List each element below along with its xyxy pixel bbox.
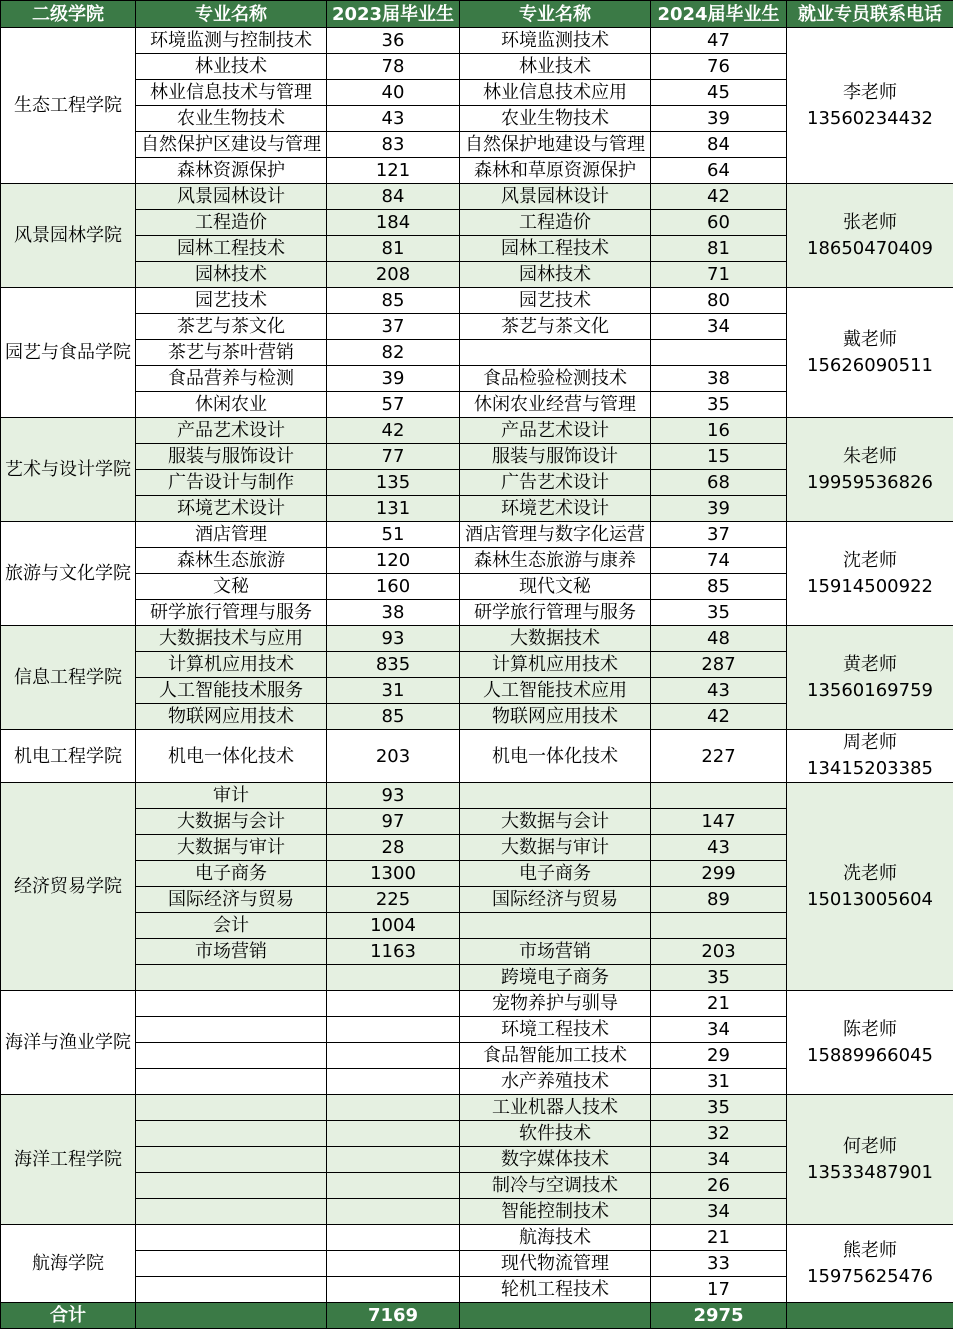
grads-2024-cell: 89 <box>651 887 787 913</box>
major-2023-cell <box>136 1225 327 1251</box>
grads-2023-cell: 28 <box>327 835 460 861</box>
grads-2024-cell: 15 <box>651 444 787 470</box>
table-row <box>1 28 953 54</box>
grads-2024-cell: 37 <box>651 522 787 548</box>
major-2024-cell: 机电一体化技术 <box>460 730 651 783</box>
major-2024-cell: 大数据与会计 <box>460 809 651 835</box>
college-name: 风景园林学院 <box>1 184 136 288</box>
grads-2024-cell: 47 <box>651 28 787 54</box>
grads-2024-cell: 43 <box>651 835 787 861</box>
table-row <box>1 730 953 783</box>
grads-2023-cell: 135 <box>327 470 460 496</box>
grads-2024-cell: 74 <box>651 548 787 574</box>
major-2024-cell: 农业生物技术 <box>460 106 651 132</box>
grads-2024-cell: 42 <box>651 704 787 730</box>
major-2023-cell: 产品艺术设计 <box>136 418 327 444</box>
major-2023-cell: 审计 <box>136 783 327 809</box>
grads-2024-cell: 68 <box>651 470 787 496</box>
major-2024-cell: 林业信息技术应用 <box>460 80 651 106</box>
college-name: 艺术与设计学院 <box>1 418 136 522</box>
contact-phone: 13560234432 <box>807 107 933 129</box>
grads-2023-cell: 36 <box>327 28 460 54</box>
major-2023-cell: 文秘 <box>136 574 327 600</box>
major-2023-cell: 会计 <box>136 913 327 939</box>
grads-2023-cell <box>327 1277 460 1303</box>
grads-2023-cell: 42 <box>327 418 460 444</box>
contact-phone: 13533487901 <box>807 1161 933 1183</box>
grads-2023-cell: 77 <box>327 444 460 470</box>
major-2024-cell: 工业机器人技术 <box>460 1095 651 1121</box>
header-college: 二级学院 <box>1 1 136 28</box>
grads-2024-cell: 35 <box>651 1095 787 1121</box>
grads-2023-cell: 225 <box>327 887 460 913</box>
major-2023-cell: 森林生态旅游 <box>136 548 327 574</box>
major-2024-cell: 计算机应用技术 <box>460 652 651 678</box>
major-2023-cell <box>136 1199 327 1225</box>
major-2023-cell: 机电一体化技术 <box>136 730 327 783</box>
grads-2023-cell <box>327 1017 460 1043</box>
college-name: 生态工程学院 <box>1 28 136 184</box>
contact-cell <box>787 783 953 991</box>
grads-2024-cell: 31 <box>651 1069 787 1095</box>
grads-2023-cell: 51 <box>327 522 460 548</box>
major-2023-cell <box>136 1069 327 1095</box>
major-2023-cell: 自然保护区建设与管理 <box>136 132 327 158</box>
major-2024-cell: 环境艺术设计 <box>460 496 651 522</box>
grads-2024-cell: 76 <box>651 54 787 80</box>
major-2024-cell: 自然保护地建设与管理 <box>460 132 651 158</box>
table-row <box>1 418 953 444</box>
grads-2023-cell <box>327 1121 460 1147</box>
grads-2023-cell <box>327 1069 460 1095</box>
grads-2023-cell: 203 <box>327 730 460 783</box>
grads-2023-cell: 97 <box>327 809 460 835</box>
major-2024-cell: 广告艺术设计 <box>460 470 651 496</box>
grads-2024-cell: 81 <box>651 236 787 262</box>
major-2023-cell: 园林工程技术 <box>136 236 327 262</box>
major-2024-cell: 酒店管理与数字化运营 <box>460 522 651 548</box>
contact-cell <box>787 522 953 626</box>
grads-2024-cell <box>651 340 787 366</box>
major-2023-cell <box>136 1095 327 1121</box>
major-2024-cell: 森林生态旅游与康养 <box>460 548 651 574</box>
contact-name: 熊老师 <box>843 1239 897 1261</box>
header-major-2024: 专业名称 <box>460 1 651 28</box>
table-row <box>1 1225 953 1251</box>
grads-2024-cell: 35 <box>651 965 787 991</box>
major-2023-cell: 工程造价 <box>136 210 327 236</box>
grads-2024-cell: 21 <box>651 991 787 1017</box>
major-2023-cell: 森林资源保护 <box>136 158 327 184</box>
contact-phone: 15975625476 <box>807 1265 933 1287</box>
grads-2024-cell: 84 <box>651 132 787 158</box>
major-2024-cell: 跨境电子商务 <box>460 965 651 991</box>
major-2023-cell: 农业生物技术 <box>136 106 327 132</box>
major-2023-cell <box>136 1173 327 1199</box>
contact-phone: 19959536826 <box>807 471 933 493</box>
major-2024-cell: 风景园林设计 <box>460 184 651 210</box>
grads-2024-cell: 147 <box>651 809 787 835</box>
college-name: 海洋工程学院 <box>1 1095 136 1225</box>
grads-2023-cell: 835 <box>327 652 460 678</box>
major-2023-cell: 服装与服饰设计 <box>136 444 327 470</box>
major-2023-cell: 人工智能技术服务 <box>136 678 327 704</box>
major-2024-cell: 休闲农业经营与管理 <box>460 392 651 418</box>
contact-name: 戴老师 <box>843 328 897 350</box>
grads-2024-cell: 34 <box>651 1017 787 1043</box>
grads-2023-cell: 38 <box>327 600 460 626</box>
grads-2023-cell: 31 <box>327 678 460 704</box>
table-row <box>1 783 953 809</box>
major-2023-cell: 酒店管理 <box>136 522 327 548</box>
major-2024-cell: 环境监测技术 <box>460 28 651 54</box>
grads-2024-cell: 45 <box>651 80 787 106</box>
table-row <box>1 288 953 314</box>
grads-2024-cell: 42 <box>651 184 787 210</box>
contact-name: 周老师 <box>843 732 897 753</box>
major-2024-cell: 市场营销 <box>460 939 651 965</box>
grads-2024-cell <box>651 913 787 939</box>
major-2023-cell: 休闲农业 <box>136 392 327 418</box>
grads-2024-cell: 299 <box>651 861 787 887</box>
major-2024-cell: 水产养殖技术 <box>460 1069 651 1095</box>
grads-2024-cell: 21 <box>651 1225 787 1251</box>
major-2024-cell: 茶艺与茶文化 <box>460 314 651 340</box>
major-2024-cell: 林业技术 <box>460 54 651 80</box>
major-2023-cell: 食品营养与检测 <box>136 366 327 392</box>
contact-cell <box>787 184 953 288</box>
grads-2023-cell: 184 <box>327 210 460 236</box>
major-2024-cell: 物联网应用技术 <box>460 704 651 730</box>
major-2023-cell: 物联网应用技术 <box>136 704 327 730</box>
major-2024-cell: 现代物流管理 <box>460 1251 651 1277</box>
grads-2023-cell: 1300 <box>327 861 460 887</box>
grads-2024-cell: 32 <box>651 1121 787 1147</box>
grads-2023-cell: 78 <box>327 54 460 80</box>
grads-2023-cell: 208 <box>327 262 460 288</box>
header-grads-2024: 2024届毕业生 <box>651 1 787 28</box>
major-2024-cell: 食品检验检测技术 <box>460 366 651 392</box>
grads-2023-cell: 37 <box>327 314 460 340</box>
contact-name: 冼老师 <box>843 862 897 884</box>
grads-2024-cell: 34 <box>651 1199 787 1225</box>
grads-2023-cell <box>327 1199 460 1225</box>
grads-2024-cell: 39 <box>651 106 787 132</box>
contact-cell <box>787 28 953 184</box>
grads-2023-cell: 160 <box>327 574 460 600</box>
major-2024-cell: 大数据与审计 <box>460 835 651 861</box>
major-2024-cell: 数字媒体技术 <box>460 1147 651 1173</box>
grads-2024-cell: 48 <box>651 626 787 652</box>
major-2024-cell: 园艺技术 <box>460 288 651 314</box>
major-2024-cell: 环境工程技术 <box>460 1017 651 1043</box>
header-grads-2023: 2023届毕业生 <box>327 1 460 28</box>
major-2024-cell: 智能控制技术 <box>460 1199 651 1225</box>
grads-2024-cell: 17 <box>651 1277 787 1303</box>
major-2024-cell: 食品智能加工技术 <box>460 1043 651 1069</box>
grads-2023-cell <box>327 1173 460 1199</box>
major-2023-cell: 国际经济与贸易 <box>136 887 327 913</box>
major-2024-cell: 服装与服饰设计 <box>460 444 651 470</box>
grads-2024-cell: 16 <box>651 418 787 444</box>
contact-name: 沈老师 <box>843 549 897 571</box>
grads-2024-cell: 227 <box>651 730 787 783</box>
contact-name: 何老师 <box>843 1135 897 1157</box>
grads-2024-cell: 85 <box>651 574 787 600</box>
college-name: 旅游与文化学院 <box>1 522 136 626</box>
grads-2024-cell: 203 <box>651 939 787 965</box>
grads-2024-cell: 35 <box>651 600 787 626</box>
college-name: 园艺与食品学院 <box>1 288 136 418</box>
contact-cell <box>787 991 953 1095</box>
major-2023-cell: 环境艺术设计 <box>136 496 327 522</box>
major-2023-cell: 大数据与审计 <box>136 835 327 861</box>
major-2024-cell: 园林工程技术 <box>460 236 651 262</box>
major-2023-cell: 电子商务 <box>136 861 327 887</box>
major-2024-cell: 人工智能技术应用 <box>460 678 651 704</box>
total-row <box>1 1303 953 1329</box>
grads-2024-cell: 38 <box>651 366 787 392</box>
college-name: 信息工程学院 <box>1 626 136 730</box>
total-blank-3 <box>787 1303 953 1329</box>
grads-2024-cell: 34 <box>651 314 787 340</box>
major-2023-cell <box>136 1251 327 1277</box>
grads-2023-cell: 1004 <box>327 913 460 939</box>
contact-name: 朱老师 <box>843 445 897 467</box>
contact-phone: 15626090511 <box>807 354 933 376</box>
major-2023-cell <box>136 1017 327 1043</box>
table-body <box>1 28 953 1303</box>
grads-2023-cell: 120 <box>327 548 460 574</box>
grads-2023-cell: 81 <box>327 236 460 262</box>
grads-2023-cell <box>327 991 460 1017</box>
major-2023-cell: 广告设计与制作 <box>136 470 327 496</box>
grads-2024-cell: 33 <box>651 1251 787 1277</box>
table-row <box>1 1095 953 1121</box>
major-2024-cell: 现代文秘 <box>460 574 651 600</box>
contact-cell <box>787 626 953 730</box>
college-name: 机电工程学院 <box>1 730 136 783</box>
contact-cell <box>787 1225 953 1303</box>
contact-cell <box>787 418 953 522</box>
header-row <box>1 1 953 28</box>
grads-2024-cell: 43 <box>651 678 787 704</box>
grads-2023-cell <box>327 1043 460 1069</box>
table-row <box>1 991 953 1017</box>
table-row <box>1 522 953 548</box>
contact-phone: 15013005604 <box>807 888 933 910</box>
contact-name: 黄老师 <box>843 653 897 675</box>
grads-2023-cell <box>327 1251 460 1277</box>
major-2023-cell <box>136 965 327 991</box>
grads-2024-cell <box>651 783 787 809</box>
grads-2023-cell: 43 <box>327 106 460 132</box>
major-2023-cell: 环境监测与控制技术 <box>136 28 327 54</box>
major-2023-cell: 研学旅行管理与服务 <box>136 600 327 626</box>
grads-2023-cell: 40 <box>327 80 460 106</box>
major-2023-cell <box>136 991 327 1017</box>
contact-cell <box>787 288 953 418</box>
college-name: 航海学院 <box>1 1225 136 1303</box>
grads-2023-cell: 84 <box>327 184 460 210</box>
major-2023-cell <box>136 1277 327 1303</box>
major-2023-cell: 计算机应用技术 <box>136 652 327 678</box>
total-blank-2 <box>460 1303 651 1329</box>
college-name: 海洋与渔业学院 <box>1 991 136 1095</box>
grads-2024-cell: 39 <box>651 496 787 522</box>
total-2024: 2975 <box>651 1303 787 1329</box>
major-2023-cell <box>136 1043 327 1069</box>
major-2023-cell <box>136 1147 327 1173</box>
grads-2023-cell: 93 <box>327 783 460 809</box>
major-2024-cell: 航海技术 <box>460 1225 651 1251</box>
grads-2023-cell <box>327 965 460 991</box>
grads-2024-cell: 64 <box>651 158 787 184</box>
college-name: 经济贸易学院 <box>1 783 136 991</box>
major-2023-cell: 大数据技术与应用 <box>136 626 327 652</box>
table-row <box>1 184 953 210</box>
grads-2023-cell: 39 <box>327 366 460 392</box>
major-2023-cell: 大数据与会计 <box>136 809 327 835</box>
grads-2024-cell: 29 <box>651 1043 787 1069</box>
major-2024-cell: 宠物养护与驯导 <box>460 991 651 1017</box>
table-row <box>1 626 953 652</box>
grads-2023-cell: 93 <box>327 626 460 652</box>
total-2023: 7169 <box>327 1303 460 1329</box>
major-2024-cell: 森林和草原资源保护 <box>460 158 651 184</box>
contact-name: 张老师 <box>843 211 897 233</box>
total-label: 合计 <box>1 1303 136 1329</box>
major-2024-cell <box>460 783 651 809</box>
grads-2023-cell <box>327 1147 460 1173</box>
grads-2024-cell: 71 <box>651 262 787 288</box>
header-contact: 就业专员联系电话 <box>787 1 953 28</box>
grads-2023-cell: 85 <box>327 704 460 730</box>
contact-phone: 18650470409 <box>807 237 933 259</box>
grads-2023-cell: 57 <box>327 392 460 418</box>
major-2023-cell: 茶艺与茶文化 <box>136 314 327 340</box>
major-2023-cell <box>136 1121 327 1147</box>
major-2024-cell: 园林技术 <box>460 262 651 288</box>
header-major-2023: 专业名称 <box>136 1 327 28</box>
major-2024-cell: 制冷与空调技术 <box>460 1173 651 1199</box>
contact-cell <box>787 730 953 783</box>
major-2024-cell <box>460 340 651 366</box>
major-2024-cell: 国际经济与贸易 <box>460 887 651 913</box>
grads-2024-cell: 34 <box>651 1147 787 1173</box>
grads-2023-cell: 83 <box>327 132 460 158</box>
major-2023-cell: 园林技术 <box>136 262 327 288</box>
contact-phone: 13560169759 <box>807 679 933 701</box>
major-2023-cell: 风景园林设计 <box>136 184 327 210</box>
major-2024-cell: 产品艺术设计 <box>460 418 651 444</box>
grads-2024-cell: 35 <box>651 392 787 418</box>
grads-2023-cell: 1163 <box>327 939 460 965</box>
major-2024-cell: 工程造价 <box>460 210 651 236</box>
grads-2023-cell <box>327 1095 460 1121</box>
major-2024-cell: 软件技术 <box>460 1121 651 1147</box>
contact-cell <box>787 1095 953 1225</box>
contact-name: 陈老师 <box>843 1018 897 1040</box>
contact-phone: 13415203385 <box>807 758 933 779</box>
grads-2024-cell: 60 <box>651 210 787 236</box>
grads-2023-cell: 121 <box>327 158 460 184</box>
major-2023-cell: 林业技术 <box>136 54 327 80</box>
major-2024-cell: 轮机工程技术 <box>460 1277 651 1303</box>
total-blank-1 <box>136 1303 327 1329</box>
grads-2024-cell: 287 <box>651 652 787 678</box>
major-2024-cell: 研学旅行管理与服务 <box>460 600 651 626</box>
grads-2023-cell <box>327 1225 460 1251</box>
grads-2023-cell: 131 <box>327 496 460 522</box>
major-2024-cell <box>460 913 651 939</box>
major-2023-cell: 茶艺与茶叶营销 <box>136 340 327 366</box>
major-2024-cell: 电子商务 <box>460 861 651 887</box>
contact-phone: 15889966045 <box>807 1044 933 1066</box>
contact-name: 李老师 <box>843 81 897 103</box>
grads-2024-cell: 26 <box>651 1173 787 1199</box>
grads-2023-cell: 85 <box>327 288 460 314</box>
major-2023-cell: 市场营销 <box>136 939 327 965</box>
contact-phone: 15914500922 <box>807 575 933 597</box>
major-2024-cell: 大数据技术 <box>460 626 651 652</box>
grads-2024-cell: 80 <box>651 288 787 314</box>
major-2023-cell: 园艺技术 <box>136 288 327 314</box>
major-2023-cell: 林业信息技术与管理 <box>136 80 327 106</box>
grads-2023-cell: 82 <box>327 340 460 366</box>
